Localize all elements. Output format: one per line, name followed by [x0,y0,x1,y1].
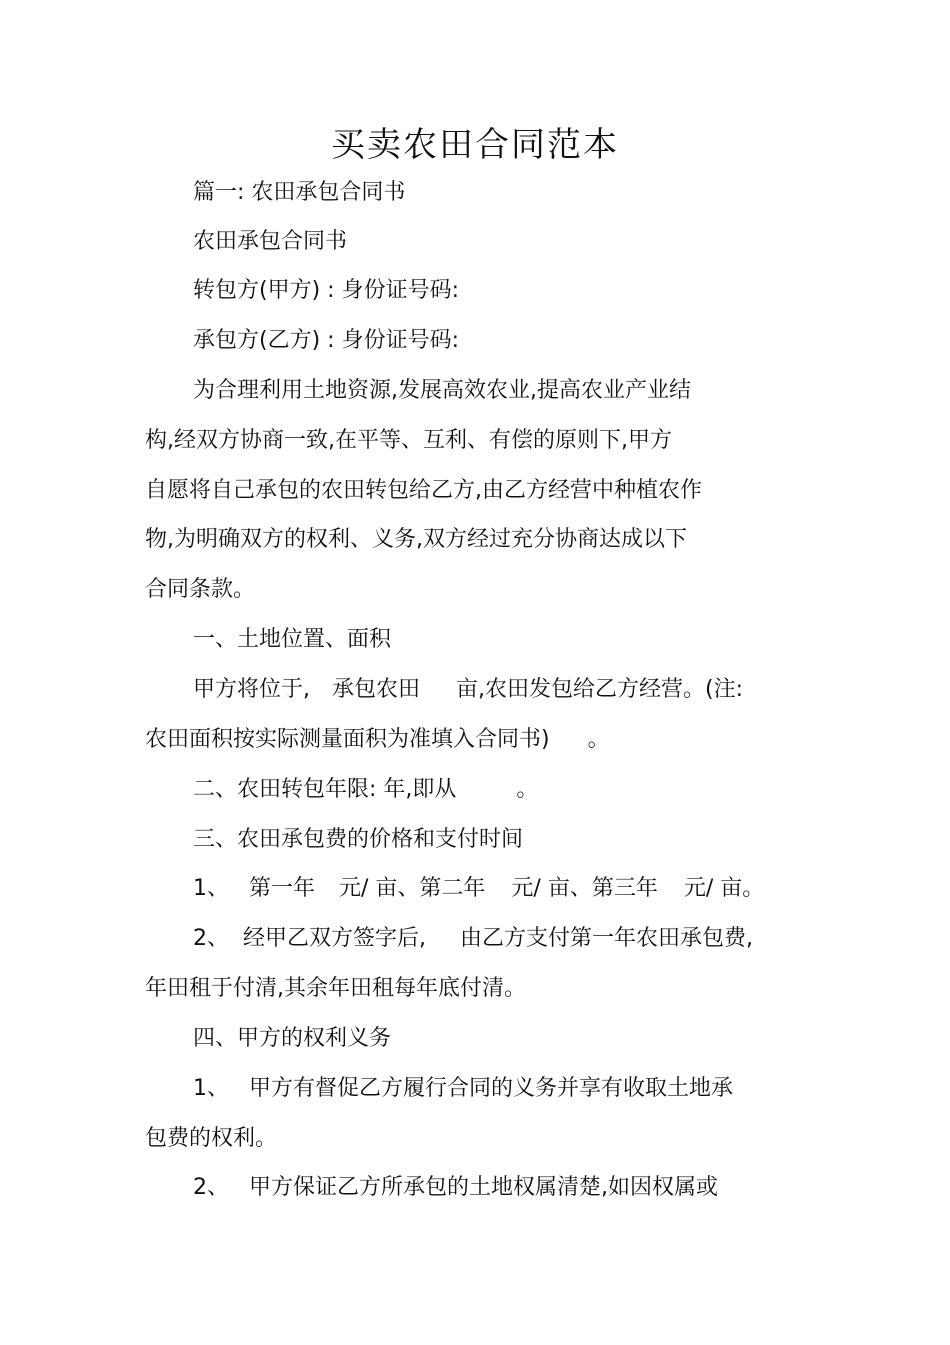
clause-4-item-1-line-1 [193,1072,833,1106]
section-heading-part-one: 篇一: 农田承包合同书 [193,180,406,205]
item-number: 2、 [193,926,229,951]
preamble-line-4: 物,为明确双方的权利、义务,双方经过充分协商达成以下 [145,527,687,552]
text-segment: 第一年 [249,876,316,901]
party-a-line: 转包方(甲方) : 身份证号码: [193,278,459,303]
text-segment: 元/ 亩、第三年 [511,876,658,901]
preamble-line-5: 合同条款。 [145,577,256,602]
text-segment: 甲方有督促乙方履行合同的义务并享有收取土地承 [249,1076,734,1101]
clause-4-item-2-line-1 [193,1171,833,1205]
text-segment: 甲方将位于, [193,677,310,702]
item-number: 1、 [193,1076,229,1101]
text-segment: 由乙方支付第一年农田承包费, [460,926,753,951]
text-segment: 农田面积按实际测量面积为准填入合同书) [145,727,550,752]
text-segment: 甲方保证乙方所承包的土地权属清楚,如因权属或 [249,1175,718,1200]
clause-1-line-2 [145,723,785,757]
contract-name: 农田承包合同书 [193,229,348,254]
clause-heading-2 [193,773,833,807]
document-title: 买卖农田合同范本 [331,125,619,165]
clause-heading-3: 三、农田承包费的价格和支付时间 [193,827,524,852]
clause-3-item-2-line-1 [193,922,833,956]
clause-3-item-2-line-2: 年田租于付清,其余年田租每年底付清。 [145,976,526,1001]
text-segment: 经甲乙双方签字后, [243,926,426,951]
item-number: 2、 [193,1175,229,1200]
text-segment: 。 [516,777,539,802]
text-segment: 二、农田转包年限: 年,即从 [193,777,457,802]
preamble-line-1: 为合理利用土地资源,发展高效农业,提高农业产业结 [193,378,691,403]
clause-heading-1: 一、土地位置、面积 [193,627,392,652]
party-b-line: 承包方(乙方) : 身份证号码: [193,328,459,353]
preamble-line-2: 构,经双方协商一致,在平等、互利、有偿的原则下,甲方 [145,428,672,453]
preamble-line-3: 自愿将自己承包的农田转包给乙方,由乙方经营中种植农作 [145,478,702,503]
clause-3-item-1 [193,872,833,906]
item-number: 1、 [193,876,229,901]
text-segment: 元/ 亩、第二年 [339,876,486,901]
text-segment: 承包农田 [332,677,421,702]
text-segment: 元/ 亩。 [683,876,765,901]
text-segment: 亩,农田发包给乙方经营。(注: [456,677,744,702]
clause-heading-4: 四、甲方的权利义务 [193,1026,392,1051]
text-segment: 。 [587,727,610,752]
clause-1-line-1 [193,673,833,707]
clause-4-item-1-line-2: 包费的权利。 [145,1126,278,1151]
